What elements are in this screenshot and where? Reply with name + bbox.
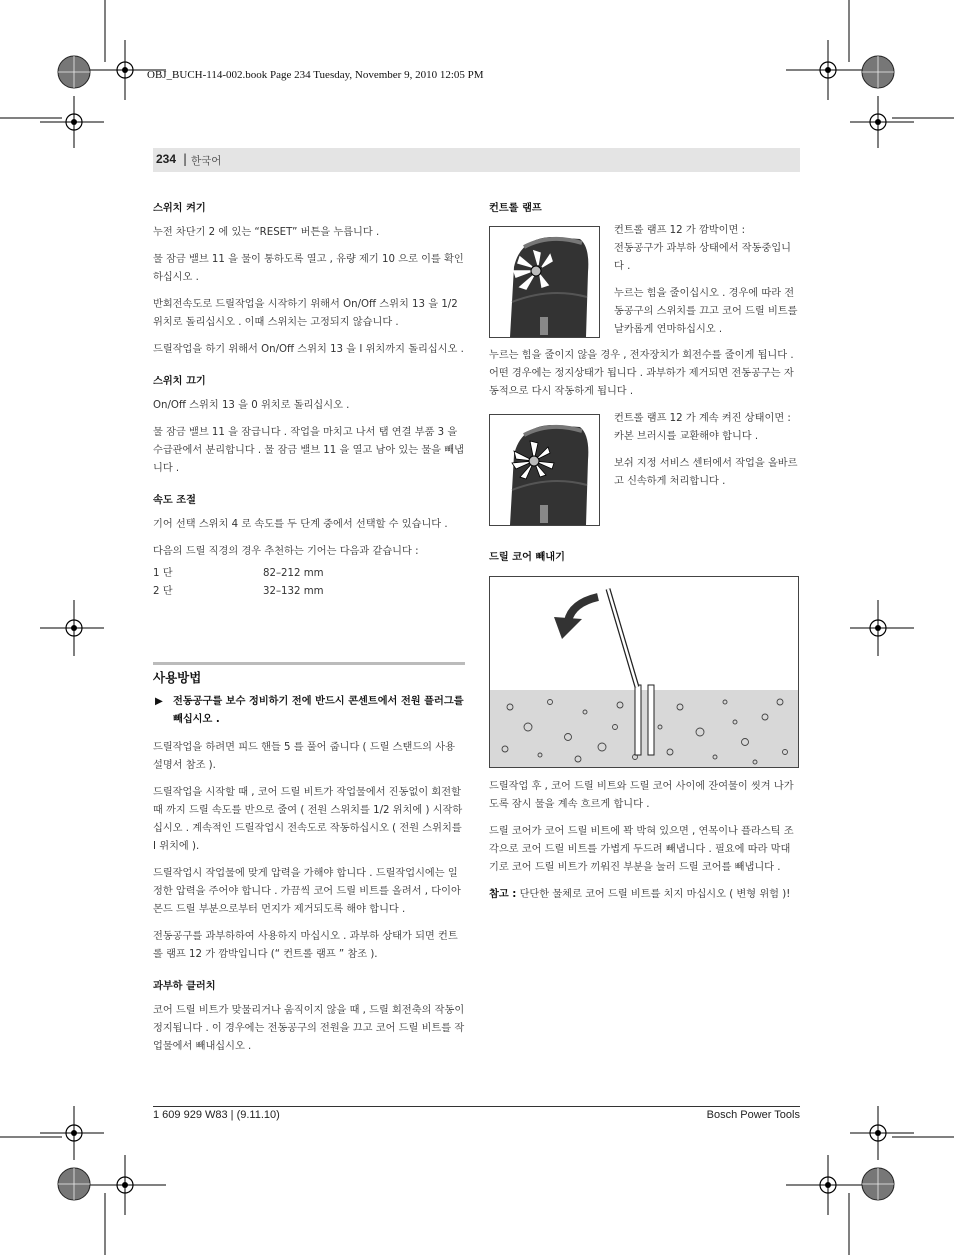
- removal-text: [489, 778, 800, 913]
- switch-off-heading: 스위치 끄기: [153, 376, 206, 387]
- footer-doc-number: 1 609 929 W83 | (9.11.10): [153, 1109, 280, 1121]
- usage-title: 사용방법: [153, 670, 202, 685]
- lamp-blink-figure: [489, 226, 600, 338]
- lamp-blink-note-text: 누르는 힘을 줄이지 않을 경우 , 전자장치가 회전수를 줄이게 됩니다 . 어떤 경우에는 정지상태가 됩니다 . 과부하가 제거되면 전동공구는 자동적으로 다시 작동하게 됩니다 .: [489, 350, 794, 397]
- removal-p2: 드릴 코어가 코어 드릴 비트에 꽉 박혀 있으면 , 연목이나 플라스틱 조각으로 코어 드릴 비트를 가볍게 두드려 빼냅니다 . 필요에 따라 막대기로 코어 드릴 비트가 끼워진 부분을 눌러 드릴 코어를 빼냅니다 .: [489, 826, 794, 873]
- page-number: 234: [156, 152, 177, 166]
- switch-on-p4: 드릴작업을 하기 위해서 On/Off 스위치 13 을 I 위치까지 돌리십시오 .: [153, 344, 464, 355]
- lamp-steady-action: 보쉬 지정 서비스 센터에서 작업을 올바르고 신속하게 처리합니다 .: [614, 458, 798, 487]
- removal-p1: 드릴작업 후 , 코어 드릴 비트와 드릴 코어 사이에 잔여물이 씻겨 나가도록 잠시 물을 계속 흐르게 합니다 .: [489, 781, 794, 810]
- core-removal-figure: [489, 576, 799, 768]
- speed-heading: 속도 조절: [153, 495, 196, 506]
- lamp-steady-desc: 카본 브러시를 교환해야 합니다 .: [614, 431, 759, 442]
- lamp-blink-action: 누르는 힘을 줄이십시오 . 경우에 따라 전동공구의 스위치를 끄고 코어 드릴 비트를 날카롭게 연마하십시오 .: [614, 288, 798, 335]
- warning-item: [153, 693, 465, 729]
- footer-rule: [153, 1106, 800, 1107]
- lamp-blink-text: [614, 222, 800, 348]
- lamp-steady-condition: 컨트롤 램프 12 가 계속 켜진 상태이면 :: [614, 413, 791, 424]
- lamp-heading: 컨트롤 램프: [489, 203, 542, 214]
- print-header: OBJ_BUCH-114-002.book Page 234 Tuesday, November 9, 2010 12:05 PM: [147, 69, 484, 81]
- note-label: 참고 :: [489, 889, 517, 900]
- gear-cell: 2 단: [153, 586, 173, 597]
- left-column: [153, 200, 465, 601]
- tool-lamp-steady-icon: [490, 415, 599, 525]
- removal-note: [489, 886, 800, 904]
- usage-p1: 드릴작업을 하려면 피드 핸들 5 를 풀어 줍니다 ( 드릴 스탠드의 사용 설명서 참조 ).: [153, 742, 455, 771]
- switch-on-p2: 물 잠금 밸브 11 을 물이 통하도록 열고 , 유량 제기 10 으로 이를 확인하십시오 .: [153, 254, 464, 283]
- switch-on-p1: 누전 차단기 2 에 있는 “RESET” 버튼을 누릅니다 .: [153, 227, 380, 238]
- lamp-steady-text: [614, 410, 800, 500]
- lamp-steady-figure: [489, 414, 600, 526]
- usage-p4: 전동공구를 과부하하여 사용하지 마십시오 . 과부하 상태가 되면 컨트롤 램프 12 가 깜박입니다 (“ 컨트롤 램프 ” 참조 ).: [153, 931, 458, 960]
- lamp-heading-wrap: [489, 200, 800, 224]
- usage-p2: 드릴작업을 시작할 때 , 코어 드릴 비트가 작업물에서 진동없이 회전할 때 까지 드릴 속도를 반으로 줄여 ( 전원 스위치를 1/2 위치에 ) 시작하십시오 . 계속적인 드릴작업시 전속도로 작동하십시오 ( 전원 스위치를 I 위치에 ).: [153, 787, 463, 852]
- table-row: [153, 565, 324, 583]
- note-text: 단단한 물체로 코어 드릴 비트를 치지 마십시오 ( 변형 위험 )!: [519, 889, 791, 900]
- speed-table: [153, 565, 324, 601]
- range-cell: 82–212 mm: [263, 568, 324, 579]
- speed-p1: 기어 선택 스위치 4 로 속도를 두 단계 중에서 선택할 수 있습니다 .: [153, 519, 448, 530]
- lamp-blink-condition: 컨트롤 램프 12 가 깜박이면 :: [614, 225, 745, 236]
- clutch-heading: 과부하 클러치: [153, 981, 216, 992]
- switch-off-p1: On/Off 스위치 13 을 0 위치로 돌리십시오 .: [153, 400, 350, 411]
- page-separator: |: [183, 152, 188, 166]
- switch-off-p2: 물 잠금 밸브 11 을 잠급니다 . 작업을 마치고 나서 탭 연결 부품 3 을 수급관에서 분리합니다 . 물 잠금 밸브 11 을 열고 남아 있는 물을 빼냅니다 .: [153, 427, 464, 474]
- page-header-bar: [153, 148, 800, 172]
- removal-heading-wrap: [489, 549, 800, 573]
- section-rule: [153, 662, 465, 665]
- gear-cell: 1 단: [153, 568, 173, 579]
- table-row: [153, 583, 324, 601]
- usage-section: [153, 669, 465, 1065]
- lamp-blink-note: [489, 347, 800, 410]
- lamp-blink-desc: 전동공구가 과부하 상태에서 작동중입니다 .: [614, 243, 792, 272]
- switch-on-p3: 반회전속도로 드릴작업을 시작하기 위해서 On/Off 스위치 13 을 1/2 위치로 돌리십시오 . 이때 스위치는 고정되지 않습니다 .: [153, 299, 458, 328]
- tool-lamp-blink-icon: [490, 227, 599, 337]
- switch-on-heading: 스위치 켜기: [153, 203, 206, 214]
- core-removal-illustration: [490, 577, 798, 767]
- page-language: 한국어: [191, 155, 222, 167]
- range-cell: 32–132 mm: [263, 586, 324, 597]
- footer-brand: Bosch Power Tools: [706, 1109, 800, 1121]
- speed-p2: 다음의 드릴 직경의 경우 추천하는 기어는 다음과 같습니다 :: [153, 546, 419, 557]
- warning-text: 전동공구를 보수 정비하기 전에 반드시 콘센트에서 전원 플러그를 빼십시오 .: [173, 696, 464, 725]
- removal-heading: 드릴 코어 빼내기: [489, 552, 565, 563]
- usage-p3: 드릴작업시 작업물에 맞게 압력을 가해야 합니다 . 드릴작업시에는 일정한 압력을 주어야 합니다 . 가끔씩 코어 드릴 비트를 올려서 , 다이아몬드 드릴 부분으로부터 먼지가 제거되도록 해야 합니다 .: [153, 868, 461, 915]
- triangle-bullet-icon: ▶: [155, 696, 163, 707]
- clutch-p1: 코어 드릴 비트가 맞물리거나 움직이지 않을 때 , 드릴 회전축의 작동이 정지됩니다 . 이 경우에는 전동공구의 전원을 끄고 코어 드릴 비트를 작업물에서 빼내십시오 .: [153, 1005, 465, 1052]
